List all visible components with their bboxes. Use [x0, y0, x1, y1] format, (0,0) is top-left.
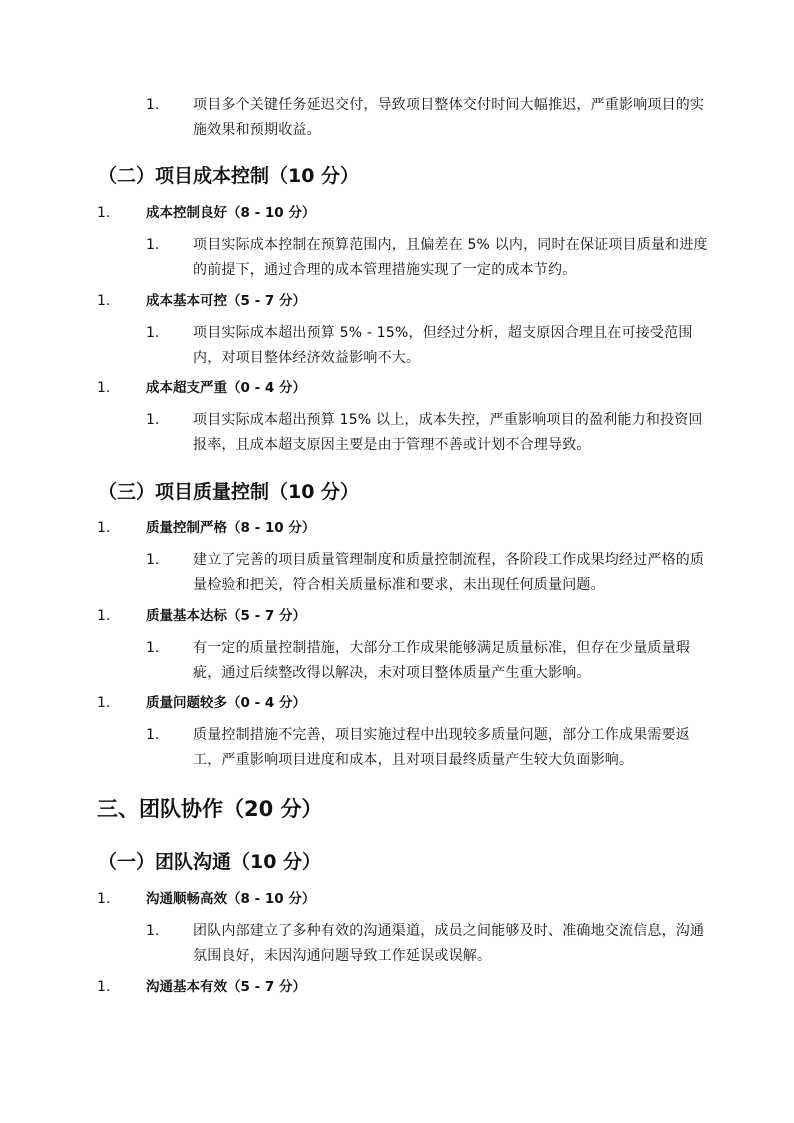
item-title: 质量基本达标（5 - 7 分） [146, 608, 306, 624]
section-heading-cost: （二）项目成本控制（10 分） [98, 165, 360, 187]
list-number: 1. [146, 640, 160, 656]
item-title: 成本控制良好（8 - 10 分） [146, 205, 316, 221]
item-title: 成本超支严重（0 - 4 分） [146, 380, 306, 396]
item-title: 质量控制严格（8 - 10 分） [146, 520, 316, 536]
list-item-text: 有一定的质量控制措施，大部分工作成果能够满足质量标准，但存在少量质量瑕疵，通过后续整改得以解决，未对项目整体质量产生重大影响。 [193, 640, 690, 681]
list-number: 1. [97, 608, 111, 624]
list-number: 1. [97, 979, 111, 995]
list-number: 1. [97, 293, 111, 309]
list-number: 1. [146, 727, 160, 743]
list-number: 1. [146, 412, 160, 428]
list-number: 1. [97, 891, 111, 907]
item-title: 沟通顺畅高效（8 - 10 分） [146, 891, 316, 907]
list-number: 1. [146, 325, 160, 341]
section-heading-communication: （一）团队沟通（10 分） [98, 851, 322, 873]
item-title: 沟通基本有效（5 - 7 分） [146, 979, 306, 995]
chapter-heading-team: 三、团队协作（20 分） [97, 797, 323, 821]
section-heading-quality: （三）项目质量控制（10 分） [98, 481, 360, 503]
list-number: 1. [97, 205, 111, 221]
list-number: 1. [146, 552, 160, 568]
item-title: 成本基本可控（5 - 7 分） [146, 293, 306, 309]
list-number: 1. [146, 237, 160, 253]
list-number: 1. [146, 97, 160, 113]
list-number: 1. [97, 520, 111, 536]
list-item-text: 项目实际成本控制在预算范围内，且偏差在 5% 以内，同时在保证项目质量和进度的前提下，通过合理的成本管理措施实现了一定的成本节约。 [193, 237, 708, 278]
list-number: 1. [97, 380, 111, 396]
item-title: 质量问题较多（0 - 4 分） [146, 695, 306, 711]
list-item-text: 团队内部建立了多种有效的沟通渠道，成员之间能够及时、准确地交流信息，沟通氛围良好，未因沟通问题导致工作延误或误解。 [193, 923, 705, 964]
list-item-text: 质量控制措施不完善，项目实施过程中出现较多质量问题，部分工作成果需要返工，严重影响项目进度和成本，且对项目最终质量产生较大负面影响。 [193, 727, 690, 768]
list-item-text: 项目实际成本超出预算 5% - 15%，但经过分析，超支原因合理且在可接受范围内，对项目整体经济效益影响不大。 [193, 325, 693, 366]
list-item-text: 建立了完善的项目质量管理制度和质量控制流程，各阶段工作成果均经过严格的质量检验和把关，符合相关质量标准和要求，未出现任何质量问题。 [193, 552, 705, 593]
list-item-text: 项目实际成本超出预算 15% 以上，成本失控，严重影响项目的盈利能力和投资回报率，且成本超支原因主要是由于管理不善或计划不合理导致。 [193, 412, 703, 453]
list-number: 1. [97, 695, 111, 711]
list-item-text: 项目多个关键任务延迟交付，导致项目整体交付时间大幅推迟，严重影响项目的实施效果和预期收益。 [193, 97, 705, 138]
list-number: 1. [146, 923, 160, 939]
